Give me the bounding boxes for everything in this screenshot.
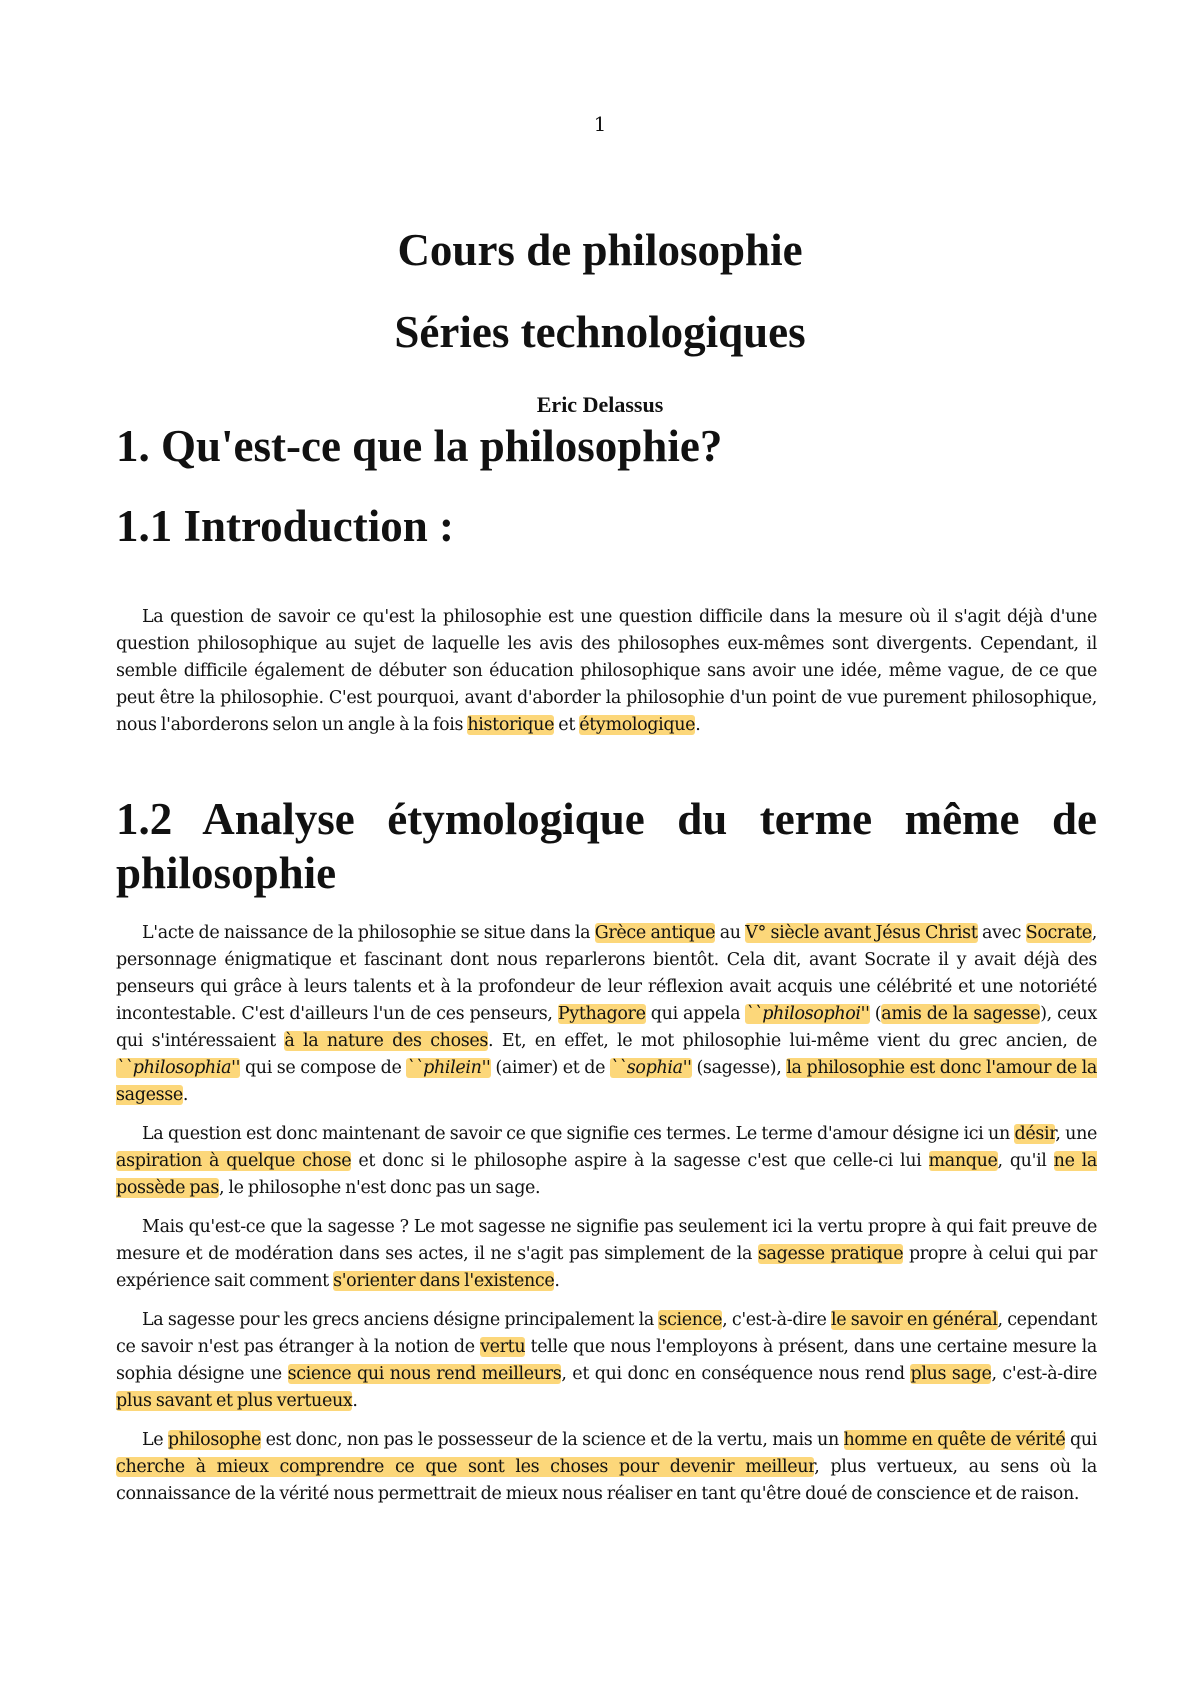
text-run: , cependant ce savoir n'est pas étranger à la notion de bbox=[116, 1310, 1097, 1357]
text-run: , et qui donc en conséquence nous rend bbox=[561, 1364, 911, 1384]
text-run: propre à celui qui par expérience sait comment bbox=[116, 1244, 1098, 1291]
highlight: s'orienter dans l'existence bbox=[333, 1271, 555, 1291]
highlight: manque bbox=[928, 1151, 998, 1171]
etymology-paragraph-1 bbox=[116, 920, 1097, 1109]
text-run: , une bbox=[1055, 1124, 1097, 1144]
text-run: Mais qu'est-ce que la sagesse ? Le mot sagesse ne signifie pas seulement ici la vertu propre à qui fait preuve de mesure et de modération dans ses actes, il ne s'agit pas simplement de la bbox=[116, 1217, 1097, 1264]
text-run: qui appela bbox=[645, 1004, 746, 1024]
text-run: Le bbox=[142, 1430, 168, 1450]
highlight: ne la possède pas bbox=[116, 1151, 1097, 1198]
highlight: désir bbox=[1014, 1124, 1056, 1144]
text-run: , c'est-à-dire bbox=[991, 1364, 1097, 1384]
section-1-2-body bbox=[116, 920, 1097, 1508]
highlight: vertu bbox=[480, 1337, 526, 1357]
highlight: homme en quête de vérité bbox=[843, 1430, 1066, 1450]
section-1-1-body bbox=[116, 604, 1097, 739]
text-run: La question est donc maintenant de savoir ce que signifie ces termes. Le terme d'amour désigne ici un bbox=[142, 1124, 1015, 1144]
document-title: Cours de philosophie bbox=[397, 225, 803, 275]
highlight: science qui nous rend meilleurs bbox=[287, 1364, 562, 1384]
highlight: plus savant et plus vertueux bbox=[116, 1391, 353, 1411]
highlight: la philosophie est donc l'amour de la sagesse bbox=[116, 1058, 1098, 1105]
document-author: Eric Delassus bbox=[536, 392, 664, 417]
section-1-2-heading: 1.2 Analyse étymologique du terme même de philosophie bbox=[116, 794, 1097, 898]
text-run: . Et, en effet, le mot philosophie lui-même vient du grec ancien, de bbox=[488, 1031, 1097, 1051]
text-run: est donc, non pas le possesseur de la science et de la vertu, mais un bbox=[260, 1430, 844, 1450]
highlight: Grèce antique bbox=[594, 923, 716, 943]
text-run: ( bbox=[869, 1004, 882, 1024]
intro-paragraph bbox=[116, 604, 1097, 739]
highlight: à la nature des choses bbox=[284, 1031, 489, 1051]
text-run: L'acte de naissance de la philosophie se situe dans la bbox=[142, 923, 595, 943]
highlight: aspiration à quelque chose bbox=[116, 1151, 352, 1171]
highlight: le savoir en général bbox=[830, 1310, 998, 1330]
text-run: . bbox=[554, 1271, 560, 1291]
text-run: , personnage énigmatique et fascinant dont nous reparlerons bientôt. Cela dit, avant Socrate il y avait déjà des penseurs qui grâce à leurs talents et à la profondeur de leur réflexion avait acquis une célébrité et une notoriété incontestable. C'est d'ailleurs l'un de ces penseurs, bbox=[116, 923, 1097, 1024]
highlight: science bbox=[658, 1310, 723, 1330]
highlight: ``philosophoi'' bbox=[745, 1004, 870, 1024]
section-1 bbox=[116, 418, 1097, 474]
highlight: plus sage bbox=[910, 1364, 992, 1384]
section-1-heading: 1. Qu'est-ce que la philosophie? bbox=[116, 421, 723, 471]
text-run: (sagesse), bbox=[691, 1058, 787, 1078]
highlight: V° siècle avant Jésus Christ bbox=[745, 923, 978, 943]
section-1-1 bbox=[116, 498, 1097, 554]
etymology-paragraph-3 bbox=[116, 1214, 1097, 1295]
highlight: étymologique bbox=[579, 715, 696, 735]
document-subtitle: Séries technologiques bbox=[394, 307, 806, 357]
etymology-paragraph-2 bbox=[116, 1121, 1097, 1202]
highlight: ``philosophia'' bbox=[116, 1058, 241, 1078]
text-run: La question de savoir ce qu'est la philosophie est une question difficile dans la mesure où il s'agit déjà d'une question philosophique au sujet de laquelle les avis des philosophes eux-mêmes sont divergents. Cependant, il semble difficile également de débuter son éducation philosophique sans avoir une idée, même vague, de ce que peut être la philosophie. C'est pourquoi, avant d'aborder la philosophie d'un point de vue purement philosophique, nous l'aborderons selon un angle à la fois bbox=[116, 607, 1097, 735]
text-run: . bbox=[352, 1391, 358, 1411]
text-run: (aimer) et de bbox=[490, 1058, 610, 1078]
text-run: . bbox=[695, 715, 701, 735]
text-run: , le philosophe n'est donc pas un sage. bbox=[218, 1178, 541, 1198]
highlight: Socrate bbox=[1025, 923, 1092, 943]
text-run: La sagesse pour les grecs anciens désigne principalement la bbox=[142, 1310, 659, 1330]
highlight: amis de la sagesse bbox=[881, 1004, 1041, 1024]
highlight: historique bbox=[467, 715, 555, 735]
highlight: philosophe bbox=[167, 1430, 261, 1450]
section-1-2 bbox=[116, 792, 1097, 900]
highlight: sagesse pratique bbox=[757, 1244, 904, 1264]
text-run: telle que nous l'employons à présent, dans une certaine mesure la sophia désigne une bbox=[116, 1337, 1097, 1384]
text-run: et bbox=[554, 715, 580, 735]
text-run: au bbox=[715, 923, 746, 943]
highlight: cherche à mieux comprendre ce que sont les choses pour devenir meilleur bbox=[116, 1457, 815, 1477]
text-run: qui se compose de bbox=[240, 1058, 407, 1078]
etymology-paragraph-4 bbox=[116, 1307, 1097, 1415]
page-number: 1 bbox=[593, 112, 607, 136]
text-run: , plus vertueux, au sens où la connaissance de la vérité nous permettrait de mieux nous réaliser en tant qu'être doué de conscience et de raison. bbox=[116, 1457, 1097, 1504]
highlight: ``sophia'' bbox=[609, 1058, 692, 1078]
text-run: qui bbox=[1065, 1430, 1098, 1450]
text-run: avec bbox=[977, 923, 1026, 943]
text-run: , c'est-à-dire bbox=[722, 1310, 831, 1330]
section-1-1-heading: 1.1 Introduction : bbox=[116, 501, 454, 551]
etymology-paragraph-5 bbox=[116, 1427, 1097, 1508]
text-run: ), ceux qui s'intéressaient bbox=[116, 1004, 1097, 1051]
highlight: Pythagore bbox=[557, 1004, 646, 1024]
text-run: , qu'il bbox=[997, 1151, 1054, 1171]
text-run: . bbox=[182, 1085, 189, 1105]
text-run: et donc si le philosophe aspire à la sagesse c'est que celle-ci lui bbox=[351, 1151, 929, 1171]
highlight: ``philein'' bbox=[406, 1058, 491, 1078]
